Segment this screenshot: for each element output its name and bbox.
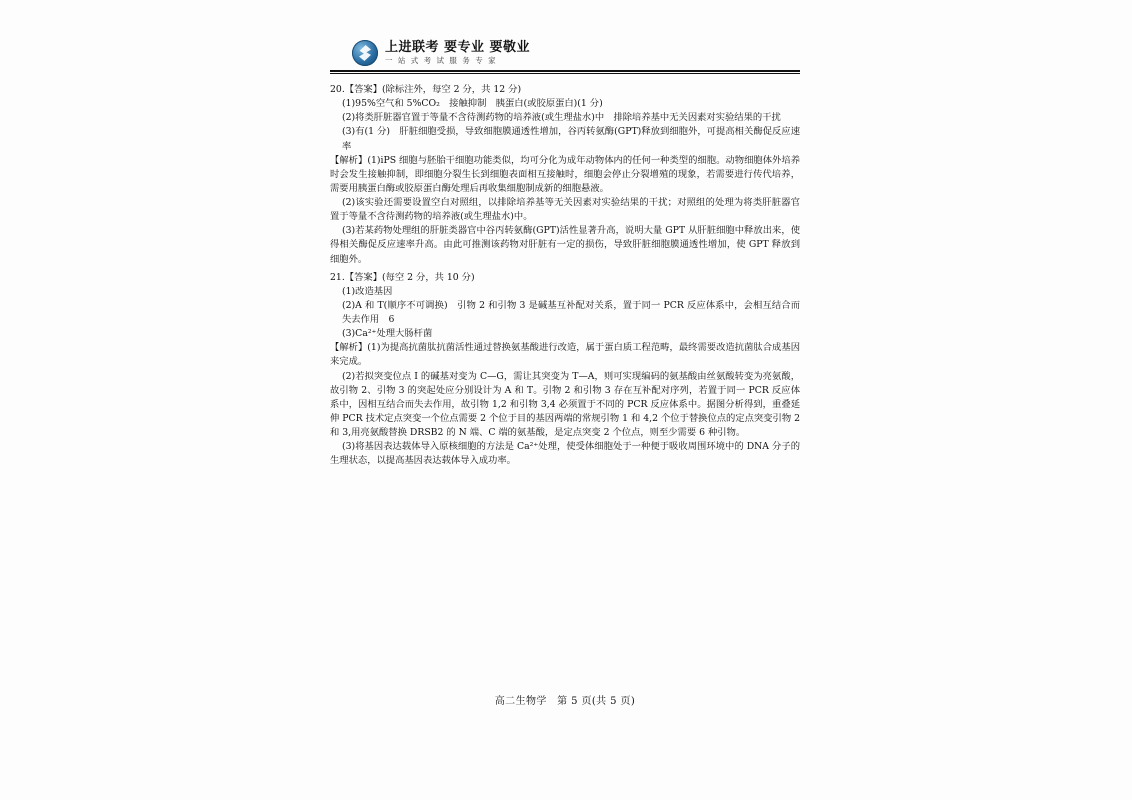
q20-answer-line-1: (1)95%空气和 5%CO₂ 接触抑制 胰蛋白(或胶原蛋白)(1 分) (342, 98, 603, 110)
q21-analysis-text-1: (1)为提高抗菌肽抗菌活性通过替换氨基酸进行改造，属于蛋白质工程范畴，最终需要改造抗菌肽合成基因来完成。 (330, 342, 800, 368)
brand-logo-icon (352, 40, 378, 66)
q21-analysis-line-2: (2)若拟突变位点 I 的碱基对变为 C—G，需让其突变为 T—A，则可实现编码的氨基酸由丝氨酸转变为亮氨酸，故引物 2、引物 3 的突起处应分别设计为 A 和 T。引物 2 和引物 3 存在互补配对序列，若置于同一 PCR 反应体系中，因相互结合而失去作用，故引物 1,2 和引物 3,4 必须置于不同的 PCR 反应体系中。据图分析得到，重叠延伸 PCR 技术定点突变一个位点需要 2 个位于目的基因两端的常规引物 1 和 4,2 个位于替换位点的定点突变引物 2 和 3,用亮氨酸替换 DRSB2 的 N 端、C 端的氨基酸，是定点突变 2 个位点，则至少需要 6 种引物。 (330, 370, 800, 438)
q20-number: 20. (330, 84, 345, 95)
q20-analysis-line-1 (330, 154, 800, 196)
brand-title: 上进联考 要专业 要敬业 (385, 40, 531, 56)
answer-sheet (330, 40, 800, 469)
q20-answer-line-3: (3)有(1 分) 肝脏细胞受损，导致细胞膜通透性增加，谷丙转氨酶(GPT)释放到细胞外，可提高相关酶促反应速率 (342, 126, 800, 152)
question-block-20 (330, 83, 800, 267)
q21-answer-heading (330, 271, 800, 285)
q21-answer-line-1: (1)改造基因 (342, 285, 393, 297)
q21-answer-line-2: (2)A 和 T(顺序不可调换) 引物 2 和引物 3 是碱基互补配对关系，置于同一 PCR 反应体系中，会相互结合而失去作用 6 (342, 299, 800, 325)
q20-answer-heading (330, 83, 800, 97)
q21-analysis-label: 【解析】 (330, 342, 368, 354)
answer-content (330, 83, 800, 468)
question-block-21 (330, 271, 800, 469)
q21-answer-label: 【答案】(每空 2 分，共 10 分) (344, 271, 475, 283)
brand-subtitle: 一 站 式 考 试 服 务 专 家 (385, 55, 498, 65)
q20-answer-label: 【答案】(除标注外，每空 2 分，共 12 分) (344, 84, 522, 95)
brand-text-block (385, 41, 530, 65)
q20-analysis-label: 【解析】 (330, 154, 368, 166)
page-footer: 高二生物学 第 5 页(共 5 页) (494, 696, 636, 707)
q21-number: 21. (330, 271, 345, 283)
q21-analysis-line-1 (330, 341, 800, 369)
q20-analysis-line-2: (2)该实验还需要设置空白对照组，以排除培养基等无关因素对实验结果的干扰；对照组的处理为将类肝脏器官置于等量不含待测药物的培养液(或生理盐水)中。 (330, 197, 800, 223)
q20-answer-line-2: (2)将类肝脏器官置于等量不含待测药物的培养液(或生理盐水)中 排除培养基中无关因素对实验结果的干扰 (342, 112, 781, 124)
header-divider (330, 70, 800, 74)
q21-analysis-line-3: (3)将基因表达载体导入原核细胞的方法是 Ca²⁺处理，使受体细胞处于一种便于吸收周围环境中的 DNA 分子的生理状态，以提高基因表达载体导入成功率。 (330, 441, 800, 467)
exam-masthead (330, 40, 800, 66)
q21-answer-line-3: (3)Ca²⁺处理大肠杆菌 (342, 328, 433, 340)
q20-analysis-text-1: (1)iPS 细胞与胚胎干细胞功能类似，均可分化为成年动物体内的任何一种类型的细胞。动物细胞体外培养时会发生接触抑制，即细胞分裂生长到细胞表面相互接触时，细胞会停止分裂增殖的现象，若需要进行传代培养，需要用胰蛋白酶或胶原蛋白酶处理后再收集细胞制成新的细胞悬液。 (330, 154, 800, 194)
q20-analysis-line-3: (3)若某药物处理组的肝脏类器官中谷丙转氨酶(GPT)活性显著升高，说明大量 GPT 从肝脏细胞中释放出来，使得相关酶促反应速率升高。由此可推测该药物对肝脏有一定的损伤，导致肝脏细胞膜通透性增加，使 GPT 释放到细胞外。 (330, 225, 800, 265)
